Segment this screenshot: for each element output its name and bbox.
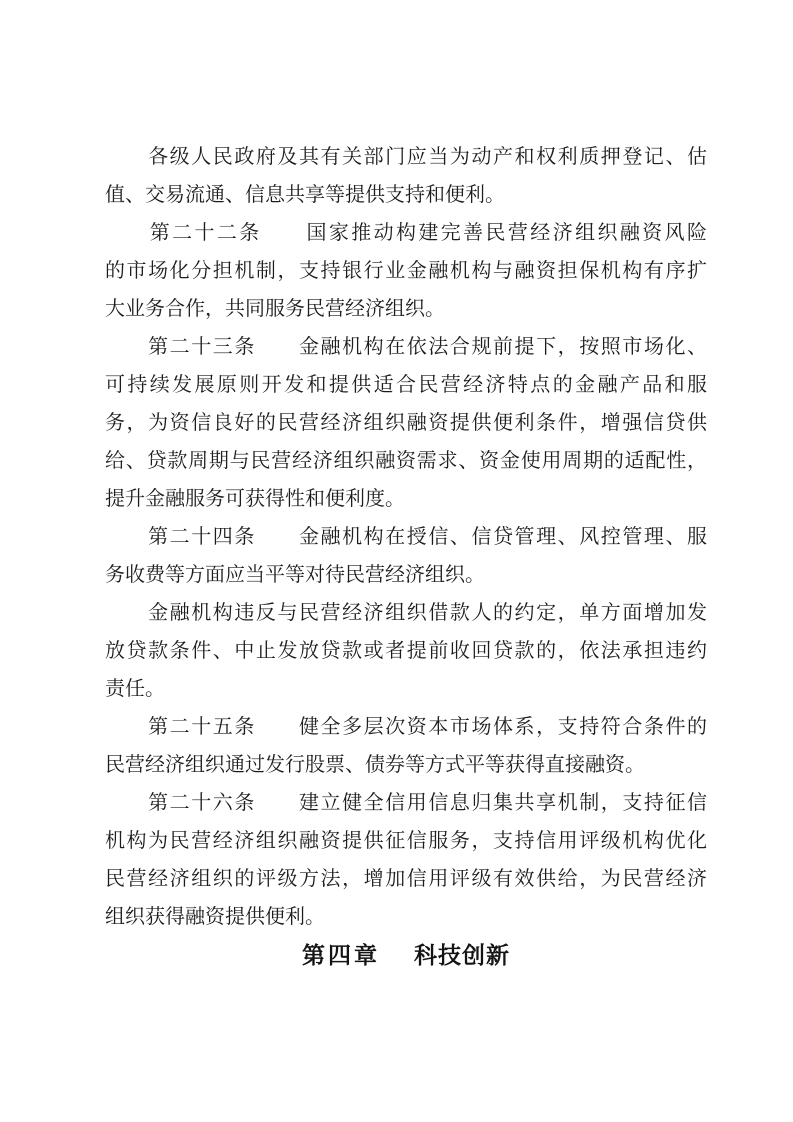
text-line: 务，为资信良好的民营经济组织融资提供便利条件，增强信贷供 [105, 412, 707, 434]
text-line: 值、交易流通、信息共享等提供支持和便利。 [105, 184, 505, 206]
text-line: 金融机构违反与民营经济组织借款人的约定，单方面增加发 [105, 602, 707, 624]
chapter-title: 科技创新 [414, 942, 510, 968]
text-line: 给、贷款周期与民营经济组织融资需求、资金使用周期的适配性， [105, 450, 707, 472]
text-line: 机构为民营经济组织融资提供征信服务，支持信用评级机构优化 [105, 830, 707, 852]
text-line: 第二十三条 金融机构在依法合规前提下，按照市场化、 [105, 336, 707, 358]
text-line: 责任。 [105, 678, 165, 700]
text-line: 提升金融服务可获得性和便利度。 [105, 488, 405, 510]
text-line: 各级人民政府及其有关部门应当为动产和权利质押登记、估 [105, 146, 707, 168]
text-line: 民营经济组织的评级方法，增加信用评级有效供给，为民营经济 [105, 868, 707, 890]
text-line: 组织获得融资提供便利。 [105, 906, 325, 928]
text-line: 放贷款条件、中止发放贷款或者提前收回贷款的，依法承担违约 [105, 640, 707, 662]
text-line: 务收费等方面应当平等对待民营经济组织。 [105, 564, 485, 586]
text-line: 民营经济组织通过发行股票、债券等方式平等获得直接融资。 [105, 754, 645, 776]
text-line: 第二十四条 金融机构在授信、信贷管理、风控管理、服 [105, 526, 707, 548]
chapter-number: 第四章 [302, 942, 380, 968]
text-line: 第二十二条 国家推动构建完善民营经济组织融资风险 [105, 222, 707, 244]
legal-text-block [105, 138, 707, 974]
text-line: 的市场化分担机制，支持银行业金融机构与融资担保机构有序扩 [105, 260, 707, 282]
chapter-heading [105, 936, 707, 974]
body-lines [105, 138, 707, 936]
text-line: 可持续发展原则开发和提供适合民营经济特点的金融产品和服 [105, 374, 707, 396]
text-line: 第二十六条 建立健全信用信息归集共享机制，支持征信 [105, 792, 707, 814]
text-line: 大业务合作，共同服务民营经济组织。 [105, 298, 445, 320]
text-line: 第二十五条 健全多层次资本市场体系，支持符合条件的 [105, 716, 707, 738]
